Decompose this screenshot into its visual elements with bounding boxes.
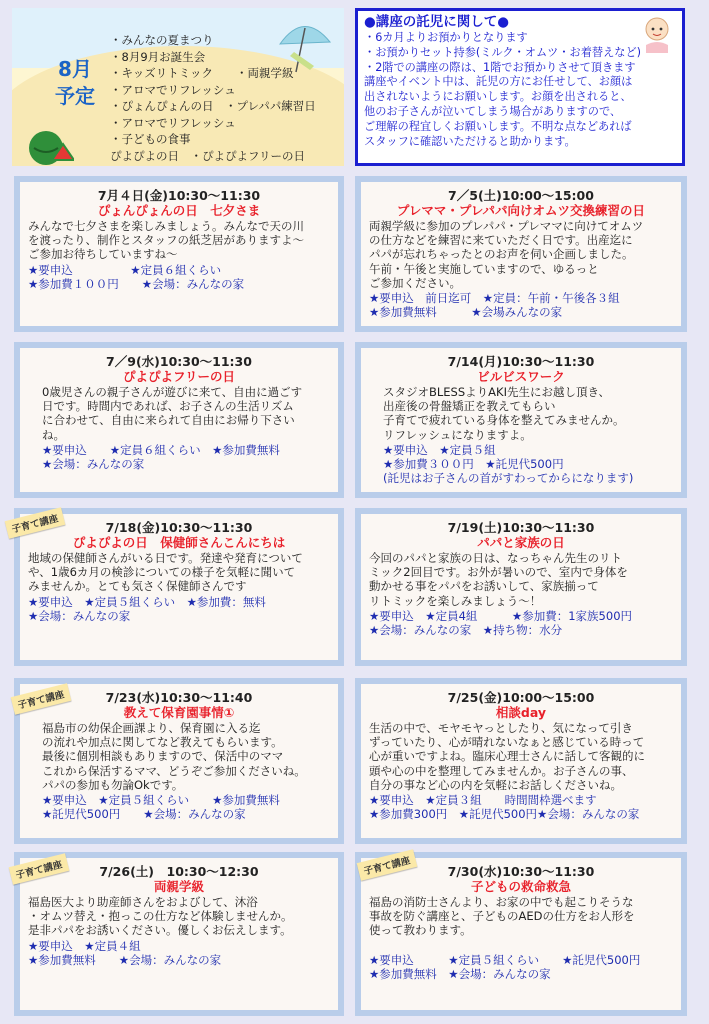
event-title: ぴょんぴょんの日 七夕さま (97, 203, 261, 218)
event-card (355, 342, 687, 498)
summary-list (110, 32, 316, 164)
event-card (14, 176, 344, 332)
event-description: 福島医大より助産師さんをおよびして、沐浴 ・オムツ替え・抱っこの仕方など体験しませんか。 是非パパをお誘いください。優しくお伝えします。 (28, 895, 293, 938)
event-card (14, 852, 344, 1016)
event-title: 相談day (495, 705, 547, 720)
event-description: 福島市の幼保企画課より、保育園に入る迄 の流れや加点に関してなど教えてもらいます。 最後に個別相談もありますので、保活中のママ これから保活するママ、どうぞご参加くださいね。 パパの参加も勿論Okです。 (42, 721, 306, 792)
event-date: 7/30(水)10:30～11:30 (447, 864, 595, 879)
event-date: 7/26(土) 10:30～12:30 (99, 864, 259, 879)
list-item: ・アロマでリフレッシュ (110, 82, 236, 97)
event-title: プレママ・プレパパ向けオムツ交換練習の日 (396, 203, 646, 218)
event-title: 子どもの救命救急 (470, 879, 571, 894)
list-item: ・ぴょんぴょんの日 ・プレパパ練習日 (110, 99, 316, 113)
event-card (14, 678, 344, 844)
course-tag: 子育て講座 (357, 849, 417, 880)
event-title: 両親学級 (153, 879, 204, 894)
event-card (355, 176, 687, 332)
course-tag: 子育て講座 (9, 853, 69, 884)
event-date: 7／5(土)10:00～15:00 (448, 188, 594, 203)
event-description: 生活の中で、モヤモヤっとしたり、気になって引き ずっていたり、心が晴れないなぁと感じている時って 心が重いですよね。臨床心理士さんに話して客観的に 頭や心の中を整理してみませんか。お子さんの事、 自分の事など心の内を気軽にお話しくださいね。 (369, 721, 645, 792)
event-info: ★要申込 ★定員５組くらい ★託児代500円 ★参加費無料 ★会場：みんなの家 (369, 952, 641, 982)
course-tag: 子育て講座 (5, 507, 65, 538)
event-title: ぴよぴよの日 保健師さんこんにちは (72, 535, 286, 550)
event-card (355, 678, 687, 844)
event-date: 7/19(土)10:30～11:30 (447, 520, 595, 535)
list-item: ・アロマでリフレッシュ (110, 115, 236, 130)
event-info: ★要申込 ★定員６組くらい ★参加費無料 ★会場：みんなの家 (42, 442, 280, 472)
event-card (355, 508, 687, 666)
august-summary (12, 8, 344, 166)
event-info: ★要申込 ★定員５組くらい ★参加費無料 ★託児代500円 ★会場：みんなの家 (42, 793, 280, 822)
event-info: ★要申込 ★定員６組くらい ★参加費１００円 ★会場：みんなの家 (28, 262, 245, 291)
month-label: 8月 予定 (55, 57, 95, 108)
watermelon-icon (26, 126, 74, 166)
event-description: 地域の保健師さんがいる日です。発達や発育について や、1歳6カ月の検診についての様子を気軽に聞いて みませんか。とても気さく保健師さんです (28, 551, 303, 594)
event-card (14, 508, 344, 666)
event-title: 教えて保育園事情① (123, 705, 235, 720)
event-title: ビルビスワーク (477, 369, 565, 384)
nursery-text: ・6カ月よりお預かりとなります ・お預かりセット持参(ミルク・オムツ・お着替えなど) ・2階での講座の際は、1階でお預かりさせて頂きます 講座やイベント中は、託児の方にお任せして、お顔は 出されないようにお願いします。お顔を出されると、 他のお子さんが泣いてしまう場合がありますので、 ご理解の程宜しくお願いします。不明な点などあれば スタッフに確認いただけると助かります。 (364, 31, 642, 148)
event-info: ★要申込 ★定員３組 時間間枠選べます ★参加費300円 ★託児代500円★会場：みんなの家 (369, 793, 640, 822)
event-date: 7月４日(金)10:30～11:30 (97, 188, 261, 203)
event-description: 両親学級に参加のプレパパ・プレママに向けてオムツ の仕方などを練習に来ていただく日です。出産迄に パパが忘れちゃったとのお声を伺い企画しました。 午前・午後と実施していますので、ゆるっと ご参加ください。 (369, 219, 644, 290)
list-item: ・キッズリトミック ・両親学級 (110, 66, 294, 80)
nursery-notice (355, 8, 685, 166)
event-title: パパと家族の日 (477, 535, 565, 550)
event-card (355, 852, 687, 1016)
event-info: ★要申込 ★定員５組くらい ★参加費：無料 ★会場：みんなの家 (28, 594, 266, 623)
event-description: スタジオBLESSよりAKI先生にお越し頂き、 出産後の骨盤矯正を教えてもらい 子育てで疲れている身体を整えてみませんか。 リフレッシュになりますよ。 (383, 385, 625, 442)
event-description: みんなで七夕さまを楽しみましょう。みんなで天の川 を渡ったり、制作とスタッフの紙芝居がありますよ～ ご参加お待ちしていますね～ (28, 219, 304, 262)
list-item: ・子どもの食事 (110, 132, 191, 146)
event-description: 今回のパパと家族の日は、なっちゃん先生のリト ミック2回目です。お外が暑いので、室内で身体を 動かせる事をパパをお誘いして、家族揃って リトミックを楽しみましょう～！ (369, 551, 628, 608)
list-item: ぴよぴよの日 ・ぴよぴよフリーの日 (110, 148, 306, 163)
event-title: ぴよぴよフリーの日 (122, 369, 235, 384)
list-item: ・8月9月お誕生会 (110, 49, 206, 64)
event-info: ★要申込 ★定員５組 ★参加費３００円 ★託児代500円 (託児はお子さんの首がすわってからになります) (383, 442, 634, 486)
event-date: 7/25(金)10:00～15:00 (447, 690, 595, 705)
course-tag: 子育て講座 (11, 683, 71, 714)
event-description: 0歳児さんの親子さんが遊びに来て、自由に過ごす 日です。時間内であれば、お子さんの生活リズム に合わせて、自由に来られて自由にお帰り下さい ね。 (42, 385, 303, 442)
event-date: 7/23(水)10:30～11:40 (105, 690, 253, 705)
nursery-heading: ●講座の託児に関して● (364, 14, 510, 30)
list-item: ・みんなの夏まつり (110, 33, 214, 47)
event-info: ★要申込 ★定員4組 ★参加費：1家族500円 ★会場：みんなの家 ★持ち物：水分 (369, 608, 633, 638)
event-description: 福島の消防士さんより、お家の中でも起こりそうな 事故を防ぐ講座と、子どものAEDの仕方をお人形を 使って教わります。 (369, 895, 635, 938)
event-date: 7／9(水)10:30～11:30 (106, 354, 252, 369)
baby-icon (640, 15, 674, 53)
event-info: ★要申込 前日迄可 ★定員：午前・午後各３組 ★参加費無料 ★会場みんなの家 (369, 291, 620, 320)
event-date: 7/14(月)10:30～11:30 (447, 354, 595, 369)
event-info: ★要申込 ★定員４組 ★参加費無料 ★会場：みんなの家 (28, 938, 222, 967)
event-card (14, 342, 344, 498)
event-date: 7/18(金)10:30～11:30 (105, 520, 253, 535)
